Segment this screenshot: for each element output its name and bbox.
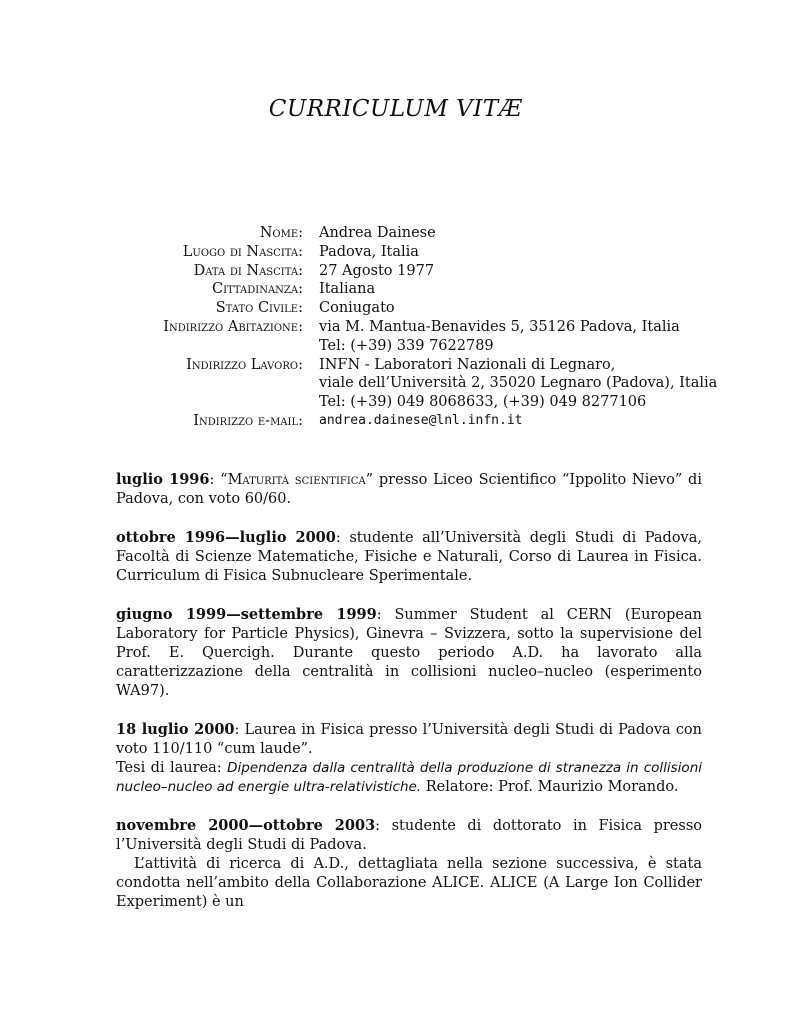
entry-laurea: 18 luglio 2000: Laurea in Fisica presso l’Università degli Studi di Padova con voto 110/110 “cum laude”. xyxy=(116,721,703,757)
info-value: via M. Mantua-Benavides 5, 35126 Padova, Italia xyxy=(319,318,680,335)
info-row-abitazione-tel xyxy=(0,337,791,356)
info-value: Tel: (+39) 339 7622789 xyxy=(319,337,494,354)
info-value: viale dell’Università 2, 35020 Legnaro (Padova), Italia xyxy=(319,375,718,392)
email-link[interactable]: andrea.dainese@lnl.infn.it xyxy=(319,412,523,428)
document-title: CURRICULUM VITÆ xyxy=(268,96,523,122)
info-row-luogo xyxy=(0,243,791,262)
diploma-name: Maturità scientifica xyxy=(227,472,366,488)
info-value: Coniugato xyxy=(319,300,395,317)
info-row-data xyxy=(0,262,791,281)
info-value: INFN - Laboratori Nazionali di Legnaro, xyxy=(319,356,616,373)
info-label: Stato Civile: xyxy=(215,300,303,317)
info-label: Nome: xyxy=(259,225,303,241)
research-paragraph: L’attività di ricerca di A.D., dettagliata nella sezione successiva, è stata condotta nell’ambito della Collaborazione ALICE. ALICE (A Large Ion Collider Experiment) è un xyxy=(116,856,702,910)
personal-info-table xyxy=(0,224,791,431)
info-value: Padova, Italia xyxy=(319,243,419,260)
thesis-title: Dipendenza dalla centralità della produzione di stranezza in collisioni nucleo–nucleo ad energie ultra-relativistiche. xyxy=(116,760,702,795)
info-row-stato-civile xyxy=(0,299,791,318)
info-row-lavoro-tel xyxy=(0,393,791,412)
info-row-abitazione xyxy=(0,318,791,337)
info-label: Data di Nascita: xyxy=(193,262,303,279)
info-value: 27 Agosto 1977 xyxy=(319,262,435,279)
info-value: Tel: (+39) 049 8068633, (+39) 049 8277106 xyxy=(319,394,647,411)
cv-entries xyxy=(116,470,702,912)
info-label: Cittadinanza: xyxy=(212,281,303,298)
info-label: Indirizzo Abitazione: xyxy=(163,318,303,335)
info-label: Luogo di Nascita: xyxy=(182,243,303,260)
info-row-lavoro xyxy=(0,356,791,375)
info-label: Indirizzo e-mail: xyxy=(193,412,303,429)
entry-date: 18 luglio 2000 xyxy=(116,721,235,738)
info-row-lavoro-address xyxy=(0,374,791,393)
entry-date: novembre 2000—ottobre 2003 xyxy=(116,817,376,834)
entry-date: giugno 1999—settembre 1999 xyxy=(116,606,377,623)
entry-date: luglio 1996 xyxy=(116,471,210,488)
info-row-cittadinanza xyxy=(0,280,791,299)
info-row-nome xyxy=(0,224,791,243)
info-value: Italiana xyxy=(319,281,376,298)
info-value: Andrea Dainese xyxy=(319,225,436,241)
info-row-email xyxy=(0,412,791,431)
entry-date: ottobre 1996—luglio 2000 xyxy=(116,529,336,546)
entry-cern: giugno 1999—settembre 1999: Summer Student al CERN (European Laboratory for Particle Physics), Ginevra – Svizzera, sotto la supervisione del Prof. E. Quercigh. Durante questo periodo A.D. ha lavorato alla caratterizzazione della centralità in collisioni nucleo–nucleo (esperimento WA97). xyxy=(116,606,702,699)
thesis-line: Tesi di laurea: Dipendenza dalla centralità della produzione di stranezza in collisioni nucleo–nucleo ad energie ultra-relativistiche. Relatore: Prof. Maurizio Morando. xyxy=(116,760,702,795)
entry-universita: ottobre 1996—luglio 2000: studente all’Università degli Studi di Padova, Facoltà di Scienze Matematiche, Fisiche e Naturali, Corso di Laurea in Fisica. Curriculum di Fisica Subnucleare Sperimentale. xyxy=(116,529,702,584)
entry-dottorato: novembre 2000—ottobre 2003: studente di dottorato in Fisica presso l’Università degli Studi di Padova. xyxy=(116,817,702,853)
entry-maturita: luglio 1996: “Maturità scientifica” presso Liceo Scientifico “Ippolito Nievo” di Padova, con voto 60/60. xyxy=(116,471,702,507)
info-label: Indirizzo Lavoro: xyxy=(186,356,303,373)
